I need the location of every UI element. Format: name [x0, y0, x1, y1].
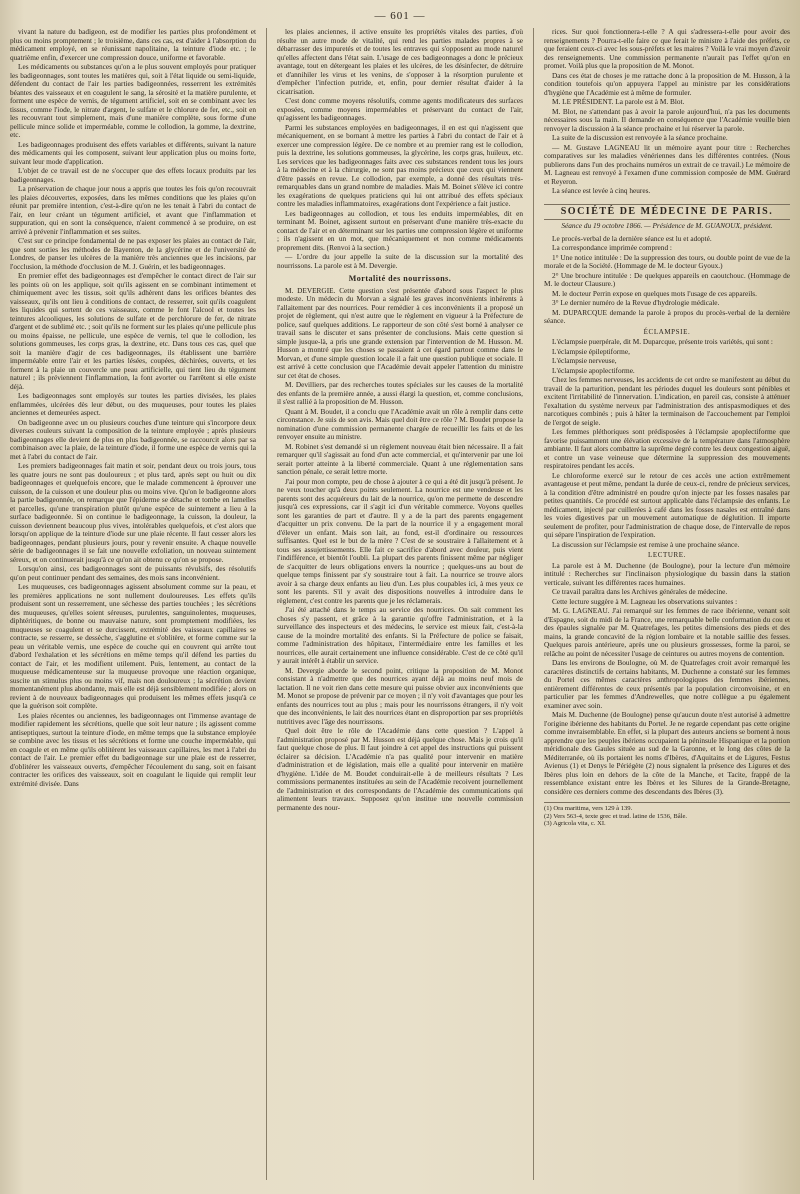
paragraph: M. Devilliers, par des recherches toutes spéciales sur les causes de la mortalité des enfants de la première année, a aussi élargi la question, et, comme conclusions, il s'est rallié à la proposition de M. Husson. [277, 380, 523, 406]
paragraph: Les badigeonnages sont employés sur toutes les parties divisées, les plaies enflammées, ulcérées dès leur début, ou des muqueuses, pour toutes les plaies anciennes et demeurées aspect. [10, 391, 256, 417]
society-heading: SOCIÉTÉ DE MÉDECINE DE PARIS. [544, 204, 790, 221]
paragraph: vivant la nature du badigeon, est de modifier les parties plus profondément et plus ou moins promptement ; le troisième, dans ces cas, est d'aider à l'absorption du médicament employé, en se réunissant napolitaine, la teinture d'iode etc. ; le quatrième enfin, d'exercer une compression douce, uniforme et favorable. [10, 28, 256, 62]
paragraph: Parmi les substances employées en badigeonnages, il en est qui n'agissent que mécaniquement, en se bornant à mettre les parties à l'abri du contact de l'air et à exercer une compression légère. De ce nombre et au premier rang est le collodion, puis la dextrine, les solutions gommeuses, la glycérine, les corps gras, huileux, etc. Les services que les badigeonnages faits avec ces substances rendent tous les jours à la médecine et à la chirurgie, ne sont pas moins précieux que ceux qui viennent d'être passés en revue. Le collodion, par exemple, a donné des résultats très-remarquables dans un grand nombre de maladies. Mais M. Boinet s'élève ici contre les exagérations de quelques praticiens qui lui ont attribué des effets spéciaux contre les maladies inflammatoires, exagérations dont l'expérience a fait justice. [277, 122, 523, 208]
paragraph: rices. Sur quoi fonctionnera-t-elle ? A qui s'adressera-t-elle pour avoir des renseignements ? Pourra-t-elle faire ce que ferait le ministre à l'aide des préfets, ce que feraient ceux-ci avec les sous-préfets et les maires ? Voilà le vrai moyen d'avoir des renseignements. Une commission permanente n'aurait pas l'effet qu'on en promet. Voilà plus que la proposition de M. Monot. [544, 28, 790, 70]
footnote: (2) Vers 563-4, texte grec et trad. latine de 1536, Bâle. [544, 812, 688, 820]
paragraph: les plaies anciennes, il active ensuite les propriétés vitales des parties, d'où résulte un autre mode de vitalité, qui rend les parties malades propres à se débarrasser des impuretés et de toutes les entraves qui s'opposent au mode naturel qu'elles affectent dans l'état sain. L'usage de ces badigeonnages a donc le précieux avantage, tout en détergeant les plaies et les ulcères, de les désinfecter, de détruire et d'annihiler les virus et les venins, de s'opposer à la résorption purulente et d'empêcher l'infection putride, et, enfin, pour dernier résultat d'aider à la cicatrisation. [277, 28, 523, 96]
paragraph: Les badigeonnages produisent des effets variables et différents, suivant la nature des médicaments qui les composent, suivant leur application plus ou moins forte, suivant leur mode d'application. [10, 139, 256, 166]
paragraph: Quant à M. Boudet, il a conclu que l'Académie avait un rôle à remplir dans cette circonstance. Je suis de son avis. Mais quel doit être ce rôle ? M. Boudet propose la nomination d'une commission permanente chargée de recueillir les faits et de les renvoyer ensuite au ministre. [277, 406, 523, 441]
paragraph: Le procès-verbal de la dernière séance est lu et adopté. [552, 233, 712, 243]
paragraph: Les premiers badigeonnages fait matin et soir, pendant deux ou trois jours, tous les quatre jours ne sont pas douloureux ; et plus tard, après sept ou huit ou dix badigeonnages et quelquefois encore, que le malade commencent à éprouver une cuisson, de la cuisson et une douleur plus ou moins vive. Qu'on le badigeonne alors la partie badigeonnée, on remarque que l'épiderme se détache et tombe en lamelles et parcelles, qu'une transpiration plutôt qu'une espèce de suintement a lieu à la surface badigeonnée. Si on continue le badigeonnage, la cuisson, la douleur, la cuisson deviennent beaucoup plus vives, intolérables quelquefois, et c'est alors que lorsqu'on applique de la teinture d'iode sur une plaie récente. Il faut cesser alors les badigeonnages, pendant plusieurs jours, pour y revenir ensuite. A chaque nouvelle série de badigeonnages il se fait une nouvelle exfoliation, un nouveau suintement séreux, et on continuerait jusqu'à ce qu'on ait obtenu ce qu'on se propose. [10, 461, 256, 564]
paragraph: En premier effet des badigeonnages est d'empêcher le contact direct de l'air sur les points où on les applique, soit qu'ils agissent en se combinant intimement et chimiquement avec les tissus, soit qu'ils adhèrent dans les orifices béantes des vaisseaux, qu'ils ont lieu à conditions de contact, de resserrer, soit qu'ils coagulent les liquides qui sortent de ces vaisseaux, comme le font l'alcool et toutes les teintures alcooliques, les solutions de sulfate et de perchlorure de fer, de nitrate d'argent et de sublimé etc. ; soit qu'ils ne forment sur les plaies qu'une pellicule plus ou moins épaisse, ne pellicule, une espèce de vernis, tel que le collodion, les solutions gommeuses, les corps gras, la dextrine, etc. Dans tous ces cas, quel que soit la manière d'agir de ces badigeonnages, ils établissent une barrière imperméable entre l'air et les parties lésées, coupées, déchirées, ouverts, et les forment à la plaie un couvercle une peau artificielle, qui tient lieu du tégument naturel ; ils préviennent l'inflammation, la font avorter ou l'arrêtent si elle existe déjà. [10, 271, 256, 391]
paragraph: On badigeonne avec un ou plusieurs couches d'une teinture qui s'incorpore deux diverses couleurs suivant la composition de la teinture employée ; après plusieurs badigeonnages elle devient de plus en plus badigeonnée, se raccourcit alors par sa combinaison avec la plaie, de la teinture d'iode, il forme une espèce de vernis qui la met à l'abri du contact de l'air. [10, 417, 256, 461]
column-divider-1 [266, 28, 267, 1180]
paragraph: Lorsqu'on ainsi, ces badigeonnages sont de puissants révulsifs, des résolutifs qu'on peut continuer pendant des semaines, des mois sans inconvénient. [10, 564, 256, 582]
column-3 [544, 28, 790, 1180]
page-number: — 601 — [374, 10, 426, 22]
paragraph: 1° Une notice intitulée : De la suppression des tours, ou double point de vue de la morale et de la Société. (Hommage de M. le docteur Gyoux.) [544, 252, 790, 270]
column-1 [10, 28, 256, 1180]
paragraph: L'éclampsie puerpérale, dit M. Duparcque, présente trois variétés, qui sont : [552, 337, 773, 346]
paragraph: L'éclampsie épileptiforme, [552, 346, 630, 356]
paragraph: 2° Une brochure intitulée : De quelques appareils en caoutchouc. (Hommage de M. le docteur Clausure.) [544, 270, 790, 288]
paragraph: C'est sur ce principe fondamental de ne pas exposer les plaies au contact de l'air, que sont sorties les méthodes de Bayenton, de la glycérine et de l'université de Londres, de panser les ulcères de la manière très anciennes que les incisions, par l'occlusion, la méthode d'occlusion de M. J. Guérin, et les badigeonnages. [10, 236, 256, 271]
footnote: (1) Ora maritima, vers 129 à 139. [544, 805, 633, 812]
column-2-body [277, 28, 523, 270]
paragraph: Les médicaments ou substances qu'on a le plus souvent employés pour pratiquer les badigeonnages, sont toutes les matières qui, soit à l'état liquide ou semi-liquide, défendent du contact de l'air les parties badigeonnées, resserrent les extrémités béantes des vaisseaux et en coagulent le sang, la sérosité et la matière purulente, et forment une espèce de vernis, de tégument artificiel, soit en se combinant avec les tissus, comme l'iode, le nitrate d'argent, le sulfate et le chlorure de fer, etc., soit en les recouvrant tout simplement, mais d'une manière complète, sous forme d'une pellicule mince solide et imperméable, comme le collodion, la gomme, la dextrine, etc. [10, 62, 256, 139]
paragraph: Dans ces état de choses je me rattache donc à la proposition de M. Husson, à la condition toutefois qu'on appuyera l'appel au ministre par les considérations d'hygiène que l'Académie est à même de formuler. [544, 70, 790, 97]
seance-line: Séance du 19 octobre 1866. — Présidence de M. GUANOUX, président. [561, 221, 773, 230]
paragraph: Dans les environs de Boulogne, où M. de Quatrefages croit avoir remarqué les caractères distinctifs de certains habitants, M. Duchenne a constaté sur les femmes du Portel ces mêmes caractères anthropologiques des femmes ibériennes, entièrement différentes de ceux présentés par la population circonvoisine, et en particulier par les femmes d'Andrewelles, que notre collègue a pu également examiner avec soin. [544, 658, 790, 710]
paragraph: La suite de la discussion est renvoyée à la séance prochaine. [552, 133, 728, 142]
paragraph: M. LE PRÉSIDENT. La parole est à M. Blot. [552, 97, 685, 106]
paragraph: M. le docteur Perrin expose en quelques mots l'usage de ces appareils. [552, 288, 757, 298]
paragraph: L'objet de ce travail est de ne s'occuper que des effets locaux produits par les badigeonnages. [10, 166, 256, 184]
section-title-lecture: LECTURE. [647, 551, 687, 559]
paragraph: J'ai pour mon compte, peu de chose à ajouter à ce qui a été dit jusqu'à présent. Je ne veux toucher qu'à deux points seulement. La nourrice est une vendeuse et les parents sont des acquéreurs du lait de la nourrice, qu'on me permette de descendre jusqu'à ces expressions, car il s'agit ici d'un véritable commerce. Voyons quelles sont les garanties de part et d'autre. Il y a de la part des parents engagement d'acquitter un prix convenu. De la part de la nourrice il y a engagement moral d'élever un enfant. Mais son lait, au fond, est-il d'ordinaire ou ressources suffisantes. Quel est le but de la mère ? C'est de se soustraire à l'allaitement et à tous ses assujettissements. Elle fait ce sacrifice d'abord avec douleur, puis vient l'indifférence, et bientôt l'oubli. La plupart des parents finissent même par négliger de s'acquitter de leurs obligations envers la nourrice ; quelques-uns au bout de quelque temps finissent par s'y soustraire tout à fait. La nourrice se trouve alors avoir à sa charge deux enfants au lieu d'un. Les plus coupables ici, à mes yeux ce sont les parents. S'il y avait des dispositions nouvelles à introduire dans le règlement, c'est contre les parents que je les réclamerais. [277, 476, 523, 605]
paragraph: Mais M. Duchenne (de Boulogne) pense qu'aucun doute n'est autorisé à admettre l'origine ibérienne des habitants du Portel. Je ne regarde cependant pas cette origine comme invraisemblable. En effet, si la plupart des auteurs anciens se bornent à nous apprendre que les peuples ibériens occupaient la péninsule Hispanique et la portion méridionale des Gaules située au sud de la Garonne, et le long des côtes de la Méditerranée, où ils portaient les noms d'Ibères, d'Aquitains et de Ligures, Festus Avienus (1) et Denys le Périégète (2) nous signalent la présence des Ligures et des Ibères plus loin en dehors de la côte de la Manche, et Tacite, frappé de la ressemblance existant entre les Ibères et les Silures de la Grande-Bretagne, considère ces derniers comme des descendants des Ibères (3). [544, 710, 790, 796]
footnotes [544, 802, 790, 828]
footnote: (3) Agricola vita, c. XI. [544, 820, 606, 828]
column-3-body-c [544, 338, 790, 549]
column-3-body [544, 28, 790, 196]
paragraph: 3° Le dernier numéro de la Revue d'hydrologie médicale. [552, 298, 720, 307]
paragraph: Les plaies récentes ou anciennes, les badigeonnages ont l'immense avantage de modifier rapidement les sécrétions, quelle que soit leur nature ; ils agissent comme antiseptiques, surtout la teinture d'iode, en même temps que la substance employée se combine avec les tissus et les sécrétions et forme une couche imperméable, qui en coagule et en même qu'ils oblitèrent les vaisseaux capillaires, les met à l'abri du contact de l'air. Le premier effet du badigeonnage sur une plaie est de resserrer, d'oblitérer les vaisseaux ouverts, d'empêcher l'écoulement du sang, soit en faisant contracter les orifices des vaisseaux, soit en coagulant le liquide qui remplit leur extrémité divisée. Dans [10, 710, 256, 788]
paragraph: M. DUPARCQUE demande la parole à propos du procès-verbal de la dernière séance. [544, 307, 790, 325]
paragraph: Les muqueuses, ces badigeonnages agissent absolument comme sur la peau, et les premières applications ne sont nullement douloureuses. Les effets qu'ils produisent sont un resserrement, une séchesse des parties touchées ; les sécrétions des muqueuses, qu'elles soient séreuses, purulentes, sanguinolentes, muqueuses, diphtéritiques, de bonne ou mauvaise nature, sont promptement modifiées, les muqueuses se coagulent et se durcissent, extrémité des vaisseaux capillaires se contracte, se resserre, se dessèche, s'agglutine et s'oblitère, et forme comme sur la peau un véritable vernis, une espèce de couche qui en couvrent qui arrête tout d'abord l'exhalation et les sécrétions en même temps qu'il défend les parties du contact de l'air, et les modifient utilement. Puis, lentement, au contact de la muqueuse médicamenteuse sur la muqueuse provoque une réaction organique, suscite un stimulus plus ou moins vif, mais non douloureux ; la sécrétion devient momentanément plus abondante, mais elle est déjà sensiblement modifiée ; alors on revient à de nouveaux badigeonnages qui produisent les mêmes effets jusqu'à ce que la guérison soit complète. [10, 582, 256, 710]
paragraph: M. G. LAGNEAU. J'ai remarqué sur les femmes de race ibérienne, venant soit d'Espagne, soit du midi de la France, une remarquable belle conformation du cou et des épaules signalée par M. Quatrefages, les petites dimensions des pieds et des mains, la grande concavité de la région lombaire et la notable saillie des fesses. Quelques parois antérieure, après une ou plusieurs grossesses, forme la paroi, se relâche au point de nécessiter l'usage de ceintures ou autres moyens de contention. [544, 606, 790, 658]
paragraph: L'éclampsie apoplectiforme. [552, 365, 635, 375]
paragraph: M. DEVERGIE. Cette question s'est présentée d'abord sous l'aspect le plus modeste. Un médecin du Morvan a signalé les graves inconvénients inhérents à l'allaitement par des nourrices. Pour remédier à ces inconvénients il a proposé un projet de règlement, qui n'est autre que le règlement en vigueur à la Préfecture de police, sauf quelques additions. Le rapporteur de son côté s'est borné à analyser ce travail sans le discuter et sans présenter de conclusions. Mais cette question si simple jusque-là, a pris une grande extension par l'intervention de M. Husson. M. Husson a montré que les choses se passaient à cet égard partout comme dans le Morvan, et d'une simple question locale il a fait une question publique et sociale. Il est arrivé à cette conclusion que l'Académie devait appeler l'attention du ministre sur cet état de choses. [277, 285, 523, 380]
paragraph: M. Blot, ne s'attendant pas à avoir la parole aujourd'hui, n'a pas les documents nécessaires sous la main. Il demande en conséquence que l'Académie veuille bien renvoyer la discussion à la séance prochaine et lui réserver la parole. [544, 106, 790, 133]
paragraph: Le chloroforme exercé sur le retour de ces accès une action extrêmement avantageuse et peut même, pendant la durée de ceux-ci, rendre de précieux services, à la condition d'être administré en poudre qu'on injecte par les fosses nasales par petites quantités. Ce procédé est surtout applicable dans l'éclampsie des enfants. Le médicament, injecté par cuillerées à café dans les fosses nasales est entraîné dans les voies digestives par un mouvement automatique de déglutition. Il importe seulement de profiter, pour l'administration de chaque dose, de l'intervalle de repos qui sépare l'inspiration de l'expiration. [544, 470, 790, 539]
paragraph: La parole est à M. Duchenne (de Boulogne), pour la lecture d'un mémoire intitulé : Recherches sur l'inclinaison physiologique du bassin dans la station verticale, suivant les différentes races humaines. [544, 560, 790, 587]
section-title-mortalite: Mortalité des nourrissons. [348, 274, 452, 283]
column-3-body-b [544, 235, 790, 326]
paragraph: Quel doit être le rôle de l'Académie dans cette question ? L'appel à l'administration proposé par M. Husson est déjà quelque chose. Mais je crois qu'il faut quelque chose de plus. Il faut joindre à cet appel des instructions qui puissent éclairer sa décision. L'Académie n'a pas qualité pour intervenir en matière d'administration et de législation, mais elle a qualité pour intervenir en matière d'hygiène. L'idée de M. Boudet conduirait-elle à de meilleurs résultats ? Les commissions permanentes instituées au sein de l'Académie recoivent journellement de l'administration et des correspondants de l'Académie des communications qui alimentent leurs travaux. Supposez qu'on institue une nouvelle commission permanente des nour- [277, 726, 523, 812]
paragraph: Les femmes pléthoriques sont prédisposées à l'éclampsie apoplectiforme que favorise puissamment une élévation excessive de la température dans l'atmosphère ambiante. Il faut alors combattre la suprême degré contre les deux congestion aiguë, et contre un vase veineuse que détermine la suppression des mouvements respiratoires pendant les accès. [544, 427, 790, 470]
column-2-body-b [277, 287, 523, 813]
column-3-body-d [544, 562, 790, 797]
paragraph: Les badigeonnages au collodion, et tous les enduits imperméables, dit en terminant M. Boinet, agissent surtout en préservant d'une manière très-exacte du contact de l'air et en déterminant sur les parties une compression légère et uniforme ; ils n'agissent en un mot, que mécaniquement et non comme médicaments proprement dits. (Renvoi à la section.) [277, 208, 523, 252]
paragraph: M. Devergie aborde le second point, critique la proposition de M. Monot consistant à n'admettre que des nourrices ayant déjà au moins neuf mois de lactation. Il ne voit rien dans cette mesure qui puisse obvier aux inconvénients que M. Monot se propose de prévenir par ce moyen ; il n'y voit d'avantages que pour les enfants des nourrices tout au plus ; mais pour les nourrissons étrangers, il n'y voit que des inconvénients, le lait des nourrices étant en disproportion par ses propriétés nutritives avec l'âge des nourrissons. [277, 665, 523, 726]
text-columns [10, 28, 790, 1180]
paragraph: Cette lecture suggère à M. Lagneau les observations suivantes : [552, 596, 738, 606]
paragraph: C'est donc comme moyens résolutifs, comme agents modificateurs des surfaces exposées, comme moyens imperméables et préservant du contact de l'air, qu'agissent les badigeonnages. [277, 96, 523, 122]
paragraph: M. Robinet s'est demandé si un règlement nouveau était bien nécessaire. Il a fait remarquer qu'il s'agissait au fond d'un acte commercial, et qu'intervenir par une loi serait porter atteinte à la liberté commerciale. Quant à une réglementation sans sanction pénale, ce serait lettre morte. [277, 441, 523, 476]
column-1-body [10, 28, 256, 788]
section-title-eclampsie: ÉCLAMPSIE. [643, 327, 691, 336]
paragraph: La préservation de chaque jour nous a appris que toutes les fois qu'on recouvrait les plaies découvertes, exposées, dans les mêmes conditions que les plaies qu'on réunit par première intention, c'est-à-dire qu'on ne les tenait à l'abri du contact de l'air, en leur créant un tégument artificiel, et avant que l'inflammation et suppuration, qui en sont la conséquence, n'aient commencé à se produire, on est arrivé à prévenir l'inflammation et ses suites. [10, 184, 256, 236]
paragraph: La correspondance imprimée comprend : [552, 243, 672, 252]
paragraph: La séance est levée à cinq heures. [552, 186, 651, 195]
paragraph: Ce travail paraîtra dans les Archives générales de médecine. [552, 587, 728, 596]
paragraph: La discussion sur l'éclampsie est remise à une prochaine séance. [552, 539, 740, 549]
paragraph: Chez les femmes nerveuses, les accidents de cet ordre se manifestent au début du travail de la parturition, pendant les périodes duquel les douleurs sont pénibles et excitent l'irritabilité de l'innervation. L'indication, en pareil cas, consiste à atténuer l'exaltation du système nerveux par l'administration des antispasmodiques et des narcotiques combinés ; puis à hâter la terminaison de l'accouchement par l'emploi de l'ergot de seigle. [544, 375, 790, 427]
column-2 [277, 28, 523, 1180]
paragraph: — L'ordre du jour appelle la suite de la discussion sur la mortalité des nourrissons. La parole est à M. Devergie. [277, 252, 523, 270]
paragraph: — M. Gustave LAGNEAU lit un mémoire ayant pour titre : Recherches comparatives sur les maladies vénériennes dans les différentes contrées. (Nous publierons dans l'un des prochains numéros un extrait de ce travail.) Le mémoire de M. Lagneau est renvoyé à l'examen d'une commission composée de MM. Guérard et Reyeron. [544, 142, 790, 186]
column-divider-2 [533, 28, 534, 1180]
paragraph: J'ai été attaché dans le temps au service des nourrices. On sait comment les choses s'y passent, et grâce à la garantie qu'offre l'administration, et à la surveillance des inspecteurs et des médecins, le service est mieux fait, c'est-à-la cause de la moindre mortalité des enfants. Si la Préfecture de police se faisait, comme l'administration des hôpitaux, l'intermédiaire entre les familles et les nourrices, elle aurait certainement une influence considérable. C'est de ce côté qu'il y aurait intérêt à établir un service. [277, 605, 523, 665]
paragraph: L'éclampsie nerveuse, [552, 356, 617, 365]
